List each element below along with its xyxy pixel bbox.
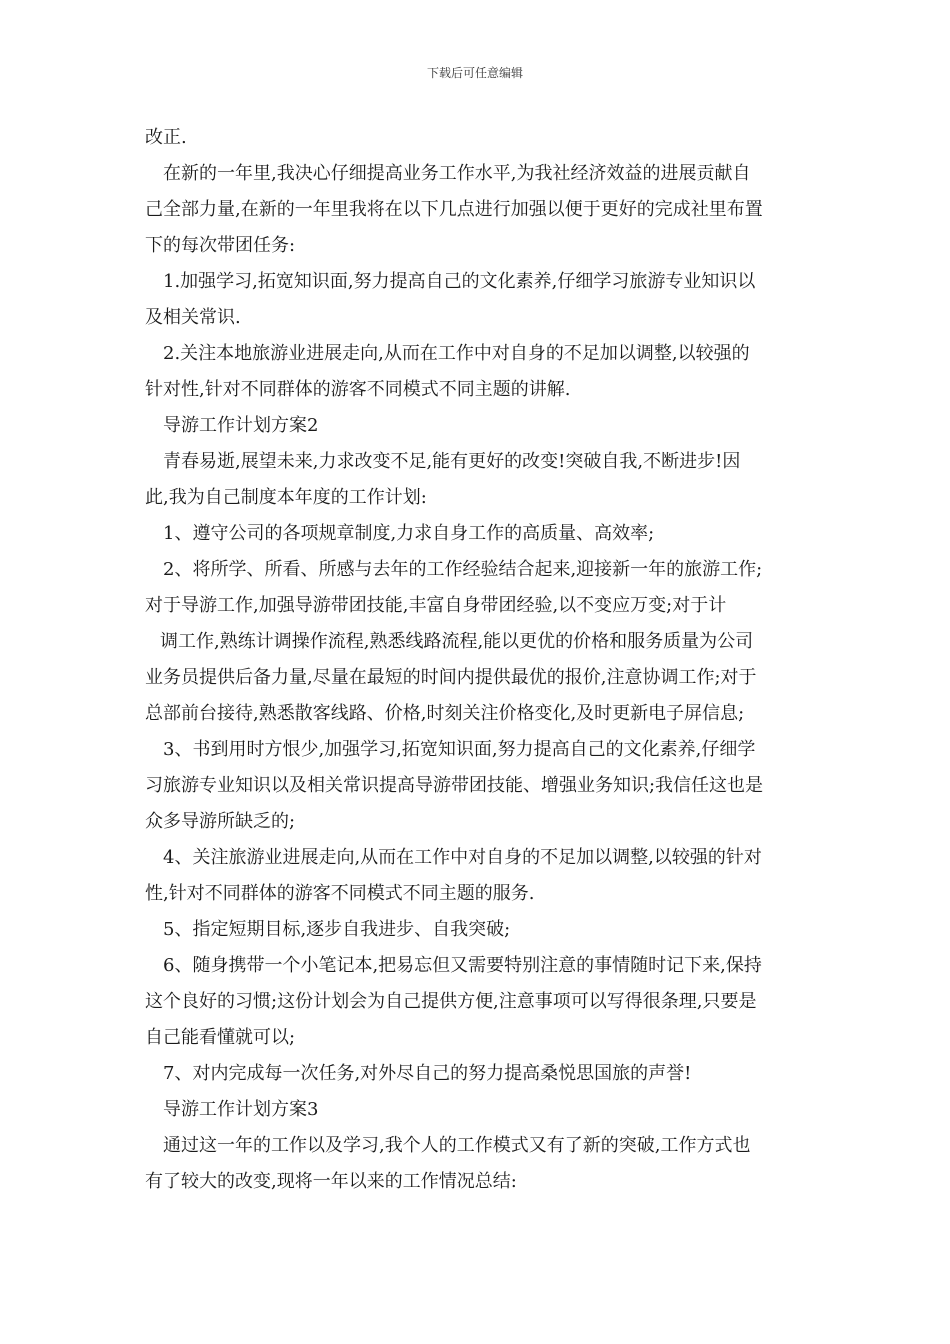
paragraph-line: 众多导游所缺乏的; — [145, 811, 296, 832]
paragraph-line: 对于导游工作,加强导游带团技能,丰富自身带团经验,以不变应万变;对于计 — [145, 595, 727, 616]
paragraph-line: 此,我为自己制度本年度的工作计划: — [145, 487, 427, 508]
paragraph-line: 通过这一年的工作以及学习,我个人的工作模式又有了新的突破,工作方式也 — [163, 1135, 751, 1156]
paragraph-line: 调工作,熟练计调操作流程,熟悉线路流程,能以更优的价格和服务质量为公司 — [160, 631, 754, 652]
paragraph-line: 业务员提供后备力量,尽量在最短的时间内提供最优的报价,注意协调工作;对于 — [145, 667, 757, 688]
section-heading: 导游工作计划方案2 — [163, 415, 319, 436]
paragraph-line: 7、对内完成每一次任务,对外尽自己的努力提高桑悦思国旅的声誉! — [163, 1063, 692, 1084]
paragraph-line: 习旅游专业知识以及相关常识提高导游带团技能、增强业务知识;我信任这也是 — [145, 775, 764, 796]
paragraph-line: 青春易逝,展望未来,力求改变不足,能有更好的改变!突破自我,不断进步!因 — [163, 451, 741, 472]
paragraph-line: 有了较大的改变,现将一年以来的工作情况总结: — [145, 1171, 517, 1192]
page-header: 下载后可任意编辑 — [426, 66, 523, 80]
section-heading: 导游工作计划方案3 — [163, 1099, 319, 1120]
paragraph-line: 1、遵守公司的各项规章制度,力求自身工作的高质量、高效率; — [163, 523, 655, 544]
paragraph-line: 性,针对不同群体的游客不同模式不同主题的服务. — [145, 883, 535, 904]
paragraph-line: 这个良好的习惯;这份计划会为自己提供方便,注意事项可以写得很条理,只要是 — [145, 991, 757, 1012]
paragraph-line: 5、指定短期目标,逐步自我进步、自我突破; — [163, 919, 511, 940]
paragraph-line: 下的每次带团任务: — [145, 235, 296, 256]
paragraph-line: 针对性,针对不同群体的游客不同模式不同主题的讲解. — [145, 379, 571, 400]
paragraph-line: 2、将所学、所看、所感与去年的工作经验结合起来,迎接新一年的旅游工作; — [163, 559, 763, 580]
paragraph-line: 1.加强学习,拓宽知识面,努力提高自己的文化素养,仔细学习旅游专业知识以 — [163, 271, 756, 292]
paragraph-line: 2.关注本地旅游业进展走向,从而在工作中对自身的不足加以调整,以较强的 — [163, 343, 750, 364]
paragraph-line: 改正. — [145, 127, 187, 148]
paragraph-line: 3、书到用时方恨少,加强学习,拓宽知识面,努力提高自己的文化素养,仔细学 — [163, 739, 756, 760]
paragraph-line: 6、随身携带一个小笔记本,把易忘但又需要特别注意的事情随时记下来,保持 — [163, 955, 762, 976]
paragraph-line: 己全部力量,在新的一年里我将在以下几点进行加强以便于更好的完成社里布置 — [145, 199, 763, 220]
paragraph-line: 在新的一年里,我决心仔细提高业务工作水平,为我社经济效益的进展贡献自 — [163, 163, 751, 184]
paragraph-line: 总部前台接待,熟悉散客线路、价格,时刻关注价格变化,及时更新电子屏信息; — [145, 703, 745, 724]
paragraph-line: 4、关注旅游业进展走向,从而在工作中对自身的不足加以调整,以较强的针对 — [163, 847, 762, 868]
paragraph-line: 自己能看懂就可以; — [145, 1027, 296, 1048]
paragraph-line: 及相关常识. — [145, 307, 241, 328]
